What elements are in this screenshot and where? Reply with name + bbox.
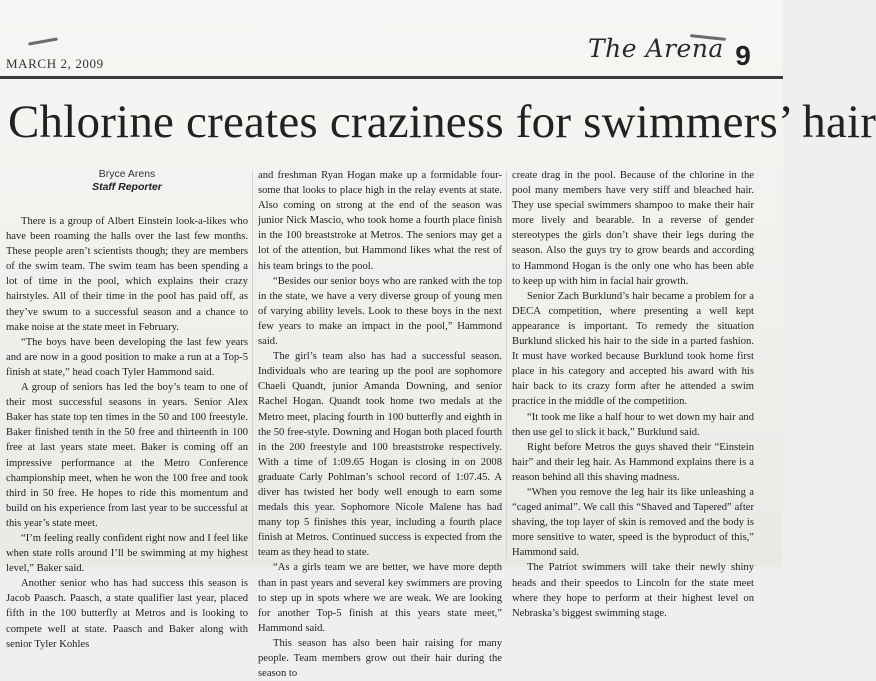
paragraph: Senior Zach Burklund’s hair became a problem for a DECA competition, where presenting a well kept appearance is important. To remedy the situation Burklund slicked his hair to the side in a parted fashion. It must have worked because Burklund took home first place in his category and accepted his award with his hair back to its crazy form after he attended a swim practice in the middle of the competition. <box>512 290 754 408</box>
article-column-2 <box>258 168 502 681</box>
paragraph: The girl’s team also has had a successful season. Individuals who are tearing up the pool are sophomore Chaeli Quandt, junior Amanda Downing, and senior Rachel Hogan. Quandt took home two medals at the Metro meet, placing fourth in 100 butterfly and eighth in the 50 free-style. Downing and Hogan both placed fourth in the 200 freestyle and 100 breaststroke respectively. With a time of 1:09.65 Hogan is closing in on 2008 graduate Carly Pohlman’s school record of 1:07.45. A diver has twisted her body well enough to earn some medals this year. Sophomore Nicole Malene has had many top 5 finishes this year, including a fourth place finish at Metros. Continued success is expected from the team as they head to state. <box>258 351 502 559</box>
article-column-1 <box>6 168 248 652</box>
issue-date: MARCH 2, 2009 <box>6 56 104 71</box>
paragraph: A group of seniors has led the boy’s team to one of their most successful seasons in years. Senior Alex Baker has state top ten times in the 50 and 100 freestyle. Baker finished tenth in the 50 free and thirteenth in 100 free at last years state meet. Baker is coming off an impressive performance at the Metro Conference championship meet, when he won the 100 free and took third in 50 free. He hopes to ride this momentum and build on his experience from last year to be successful at this year’s state meet. <box>6 382 248 529</box>
paragraph: and freshman Ryan Hogan make up a formidable four-some that looks to place high in the relay events at state. Also coming on strong at the end of the season was junior Nick Mascio, who took home a fourth place finish in the 100 breaststroke at Metros. The seniors may get a lot of the attention, but Hammond likes what the rest of his team brings to the pool. <box>258 170 502 272</box>
byline-name: Bryce Arens <box>98 168 156 180</box>
byline-title: Staff Reporter <box>92 181 162 193</box>
paragraph: Another senior who has had success this season is Jacob Paasch. Paasch, a state qualifier last year, placed fifth in the 100 butterfly at Metros and is looking to compete well at state. Paasch and Baker along with senior Tyler Kohles <box>6 578 248 650</box>
paragraph: Right before Metros the guys shaved their “Einstein hair” and their leg hair. As Hammond explains there is a reason behind all this shaving madness. <box>512 441 754 483</box>
column-divider <box>506 170 507 560</box>
paragraph: There is a group of Albert Einstein look-a-likes who have been roaming the halls over the last few months. These people aren’t scientists though; they are members of the swim team. The swim team has been spending a lot of time in the pool, which explains their crazy hairstyles. All of their time in the pool has paid off, as they’ve swum to a successful season and a chance to make noise at the state meet in February. <box>6 216 248 333</box>
paragraph: This season has also been hair raising for many people. Team members grow out their hair during the season to <box>258 637 502 680</box>
byline <box>6 168 248 194</box>
article-headline: Chlorine creates craziness for swimmers’ hair <box>8 96 876 148</box>
paragraph: “I’m feeling really confident right now and I feel like when state rolls around I’ll be swimming at my highest level,” Baker said. <box>6 532 248 575</box>
column-divider <box>252 170 253 560</box>
paragraph: “As a girls team we are better, we have more depth than in past years and several key swimmers are proving to step up in spots where we are weak. We are looking for another Top-5 finish at this years state meet,” Hammond said. <box>258 562 502 634</box>
header-rule <box>0 76 783 79</box>
paragraph: create drag in the pool. Because of the chlorine in the pool many members have very stiff and bleached hair. They use special swimmers shampoo to make their hair more lively and bearable. In a reverse of gender stereotypes the girls don’t shave their legs during the season. Also the guys try to grow beards and according to Hammond Hogan is the only one who has been able to keep up with him in facial hair growth. <box>512 170 754 287</box>
paragraph: “The boys have been developing the last few years and are now in a good position to make a run at a Top-5 finish at state,” head coach Tyler Hammond said. <box>6 336 248 378</box>
paragraph: The Patriot swimmers will take their newly shiny heads and their speedos to Lincoln for the state meet where they hope to perform at their highest level on Nebraska’s biggest swimming stage. <box>512 562 754 619</box>
paragraph: “Besides our senior boys who are ranked with the top in the state, we have a very diverse group of young men of varying ability levels. Look to these boys in the next few years to make an impact in the pool,” Hammond said. <box>258 275 502 348</box>
section-name: The Arena <box>588 34 724 63</box>
paragraph: “It took me like a half hour to wet down my hair and then use gel to slick it back,” Burklund said. <box>512 411 754 438</box>
page-number: 9 <box>735 40 751 71</box>
article-column-3 <box>512 168 754 621</box>
fold-mark-left <box>28 37 58 45</box>
paragraph: “When you remove the leg hair its like unleashing a “caged animal”. We call this “Shaved and Tapered” after shaving, the top layer of skin is removed and the body is more sensitive to water, speed is the byproduct of this,” Hammond said. <box>512 486 754 559</box>
